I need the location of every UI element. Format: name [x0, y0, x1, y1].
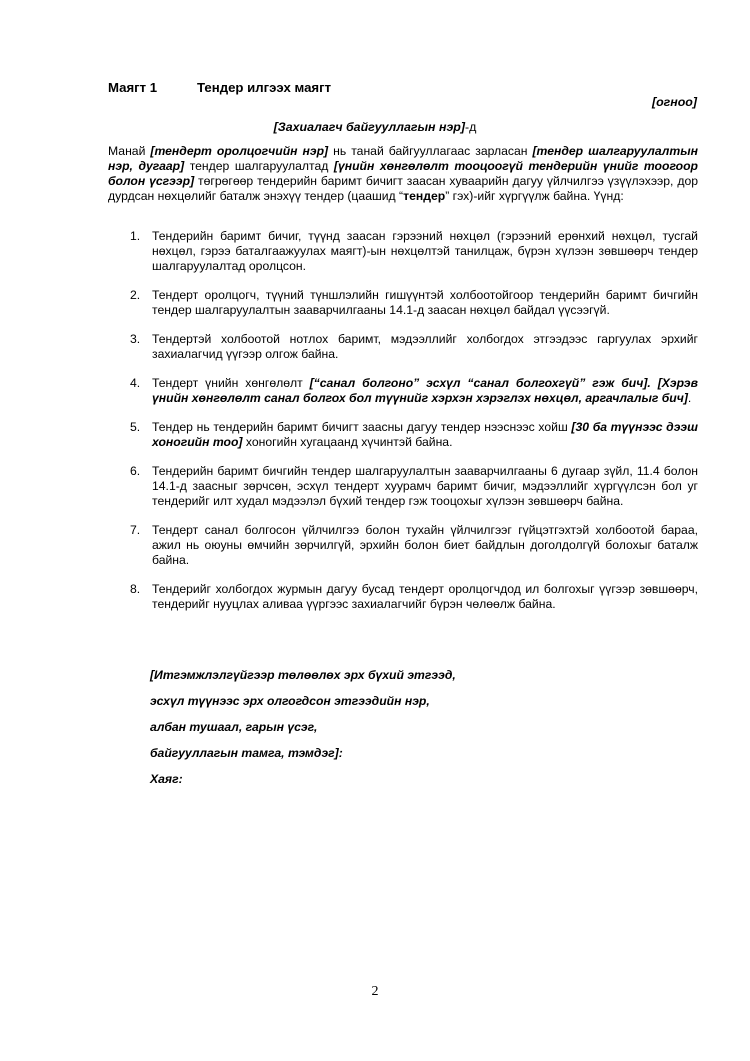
list-item	[108, 582, 698, 612]
tender-term: тендер	[403, 189, 446, 203]
item-text: Тендерт үнийн хөнгөлөлт	[152, 376, 310, 390]
intro-text: Манай	[108, 144, 151, 158]
item-placeholder: [“санал болгоно” эсхүл “санал болгохгүй” гэж бич]. [Хэрэв үнийн хөнгөлөлт санал болгох бол түүнийг хэрхэн хэрэглэх нөхцөл, аргачлалыг бич]	[152, 376, 698, 405]
intro-paragraph	[108, 144, 698, 204]
signature-line: эсхүл түүнээс эрх олгогдсон этгээдийн нэр,	[150, 694, 430, 708]
signature-line: албан тушаал, гарын үсэг,	[150, 720, 318, 734]
intro-text: нь танай байгууллагаас зарласан	[328, 144, 533, 158]
signature-line: байгууллагын тамга, тэмдэг]:	[150, 746, 343, 760]
list-item	[108, 420, 698, 450]
form-number: Маягт 1	[108, 80, 158, 95]
item-text: хоногийн хугацаанд хүчинтэй байна.	[242, 435, 453, 449]
item-number: 1.	[130, 229, 141, 243]
item-number: 8.	[130, 582, 141, 596]
page-number: 2	[371, 984, 379, 999]
addressee-name: [Захиалагч байгууллагын нэр]	[273, 120, 465, 134]
item-text: Тендер нь тендерийн баримт бичигт заасны дагуу тендер нээснээс хойш	[152, 420, 572, 434]
item-text: Тендерийг холбогдох журмын дагуу бусад тендерт оролцогчдод ил болгохыг үүгээр зөвшөөрч, тендерийг нууцлах аливаа үүргээс захиалагчийг бүрэн чөлөөлж байна.	[152, 582, 698, 611]
item-text: .	[687, 391, 692, 405]
tender-name-placeholder: [тендер шалгаруулалтын нэр, дугаар]	[108, 144, 698, 173]
list-item	[108, 523, 698, 568]
item-placeholder: [30 ба түүнээс дээш хоногийн тоо]	[152, 420, 698, 449]
conditions-list	[108, 229, 698, 626]
item-text: Тендерийн баримт бичиг, түүнд заасан гэрээний нөхцөл (гэрээний ерөнхий нөхцөл, тусгай нөхцөл, гэрээ баталгаажуулах маягт)-ын нөхцөлтэй танилцаж, бүрэн хүлээн зөвшөөрч тендер шалгаруулалтад оролцсон.	[152, 229, 698, 273]
address-label: Хаяг:	[150, 772, 183, 786]
item-text: Тендертэй холбоотой нотлох баримт, мэдээллийг холбогдох этгээдээс гаргуулах эрхийг захиалагчид үүгээр олгож байна.	[152, 332, 698, 361]
item-number: 4.	[130, 376, 141, 390]
intro-text: төгрөгөөр тендерийн баримт бичигт заасан хуваарийн дагуу үйлчилгээ үзүүлэхээр, дор дурдсан нөхцөлийг баталж энэхүү тендер (цаашид “	[108, 174, 699, 203]
item-number: 7.	[130, 523, 141, 537]
intro-text: ” гэх)-ийг хүргүүлж байна. Үүнд:	[445, 189, 624, 203]
list-item	[108, 376, 698, 406]
intro-text: тендер шалгаруулалтад	[184, 159, 334, 173]
list-item	[108, 288, 698, 318]
list-item	[108, 229, 698, 274]
tender-price-placeholder: [үнийн хөнгөлөлт тооцоогүй тендерийн үнийг тоогоор болон үсгээр]	[108, 159, 698, 188]
signature-line: [Итгэмжлэлгүйгээр төлөөлөх эрх бүхий этгээд,	[150, 668, 456, 682]
list-item	[108, 332, 698, 362]
item-number: 3.	[130, 332, 141, 346]
addressee-suffix: -д	[464, 120, 477, 134]
form-heading	[108, 80, 331, 95]
date-placeholder: [огноо]	[651, 95, 697, 109]
item-number: 5.	[130, 420, 141, 434]
signature-block	[150, 668, 456, 798]
addressee-line	[0, 120, 750, 135]
item-text: Тендерт оролцогч, түүний түншлэлийн гишүүнтэй холбоотойгоор тендерийн баримт бичгийн тендер шалгаруулалтын зааварчилгааны 14.1-д заасан нөхцөл байдал үүсээгүй.	[152, 288, 698, 317]
bidder-name-placeholder: [тендерт оролцогчийн нэр]	[150, 144, 329, 158]
item-number: 2.	[130, 288, 141, 302]
list-item	[108, 464, 698, 509]
item-text: Тендерийн баримт бичгийн тендер шалгаруулалтын зааварчилгааны 6 дугаар зүйл, 11.4 болон 14.1-д заасныг зөрчсөн, эсхүл тендерт хуурамч баримт бичиг, мэдээллийг хүргүүлсэн бол уг тендерийг илт худал мэдээлэл бүхий тендер гэж тооцохыг хүлээн зөвшөөрч байна.	[152, 464, 698, 508]
item-text: Тендерт санал болгосон үйлчилгээ болон тухайн үйлчилгээг гүйцэтгэхтэй холбоотой бараа, ажил нь оюуны өмчийн зөрчилгүй, эрхийн болон биет байдлын доголдолгүй болохыг баталж байна.	[152, 523, 698, 567]
item-number: 6.	[130, 464, 141, 478]
form-title: Тендер илгээх маягт	[197, 80, 332, 95]
